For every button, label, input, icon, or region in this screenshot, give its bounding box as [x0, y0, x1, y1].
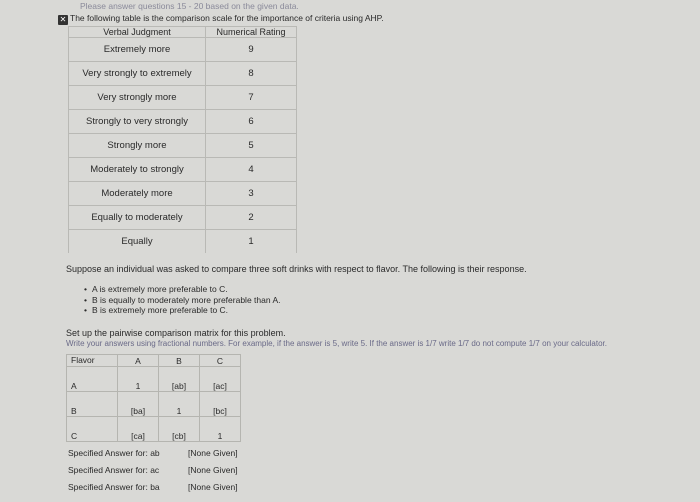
matrix-header-c: C: [200, 355, 241, 367]
pairwise-matrix: [66, 354, 241, 442]
rating-cell: 3: [206, 182, 297, 206]
header-numerical-rating: Numerical Rating: [206, 27, 297, 38]
judgment-cell: Extremely more: [69, 38, 206, 62]
intro-text: The following table is the comparison scale for the importance of criteria using AHP.: [70, 13, 384, 23]
response-list: [84, 284, 281, 316]
response-item: • B is equally to moderately more preferable than A.: [84, 295, 281, 306]
matrix-header-flavor: Flavor: [67, 355, 118, 367]
answer-row: [68, 448, 238, 465]
matrix-cell: 1: [159, 392, 200, 417]
rating-cell: 2: [206, 206, 297, 230]
matrix-row-label-b: B: [67, 392, 118, 417]
rating-cell: 5: [206, 134, 297, 158]
intro-line: [58, 13, 384, 25]
answer-value: [None Given]: [188, 465, 238, 475]
judgment-cell: Very strongly to extremely: [69, 62, 206, 86]
task-text: Set up the pairwise comparison matrix for this problem.: [66, 328, 286, 338]
instruction-text: Please answer questions 15 - 20 based on the given data.: [80, 1, 299, 11]
judgment-cell: Moderately more: [69, 182, 206, 206]
answer-value: [None Given]: [188, 448, 238, 458]
judgment-cell: Moderately to strongly: [69, 158, 206, 182]
matrix-cell: 1: [118, 367, 159, 392]
matrix-row-label-c: C: [67, 417, 118, 442]
rating-cell: 1: [206, 230, 297, 254]
judgment-cell: Equally: [69, 230, 206, 254]
answer-row: [68, 482, 238, 499]
rating-cell: 6: [206, 110, 297, 134]
matrix-header-b: B: [159, 355, 200, 367]
matrix-header-a: A: [118, 355, 159, 367]
judgment-cell: Very strongly more: [69, 86, 206, 110]
answer-value: [None Given]: [188, 482, 238, 492]
answer-row: [68, 465, 238, 482]
matrix-cell-ca[interactable]: [ca]: [118, 417, 159, 442]
matrix-cell-cb[interactable]: [cb]: [159, 417, 200, 442]
close-icon[interactable]: ✕: [59, 15, 67, 24]
response-item: • B is extremely more preferable to C.: [84, 305, 281, 316]
rating-cell: 4: [206, 158, 297, 182]
header-verbal-judgment: Verbal Judgment: [69, 27, 206, 38]
matrix-cell-ba[interactable]: [ba]: [118, 392, 159, 417]
answer-label: Specified Answer for: ab: [68, 448, 160, 458]
matrix-cell: 1: [200, 417, 241, 442]
judgment-cell: Equally to moderately: [69, 206, 206, 230]
note-text: Write your answers using fractional numbers. For example, if the answer is 5, write 5. If the answer is 1/7 write 1/7 do not compute 1/7 on your calculator.: [66, 339, 607, 348]
matrix-row-label-a: A: [67, 367, 118, 392]
rating-cell: 8: [206, 62, 297, 86]
comparison-scale-table: [68, 26, 297, 253]
judgment-cell: Strongly more: [69, 134, 206, 158]
answer-label: Specified Answer for: ba: [68, 482, 160, 492]
answers-list: [68, 448, 238, 499]
rating-cell: 7: [206, 86, 297, 110]
judgment-cell: Strongly to very strongly: [69, 110, 206, 134]
matrix-cell-ac[interactable]: [ac]: [200, 367, 241, 392]
matrix-cell-ab[interactable]: [ab]: [159, 367, 200, 392]
rating-cell: 9: [206, 38, 297, 62]
scenario-text: Suppose an individual was asked to compare three soft drinks with respect to flavor. The following is their response.: [66, 264, 527, 274]
answer-label: Specified Answer for: ac: [68, 465, 160, 475]
matrix-cell-bc[interactable]: [bc]: [200, 392, 241, 417]
response-item: • A is extremely more preferable to C.: [84, 284, 281, 295]
